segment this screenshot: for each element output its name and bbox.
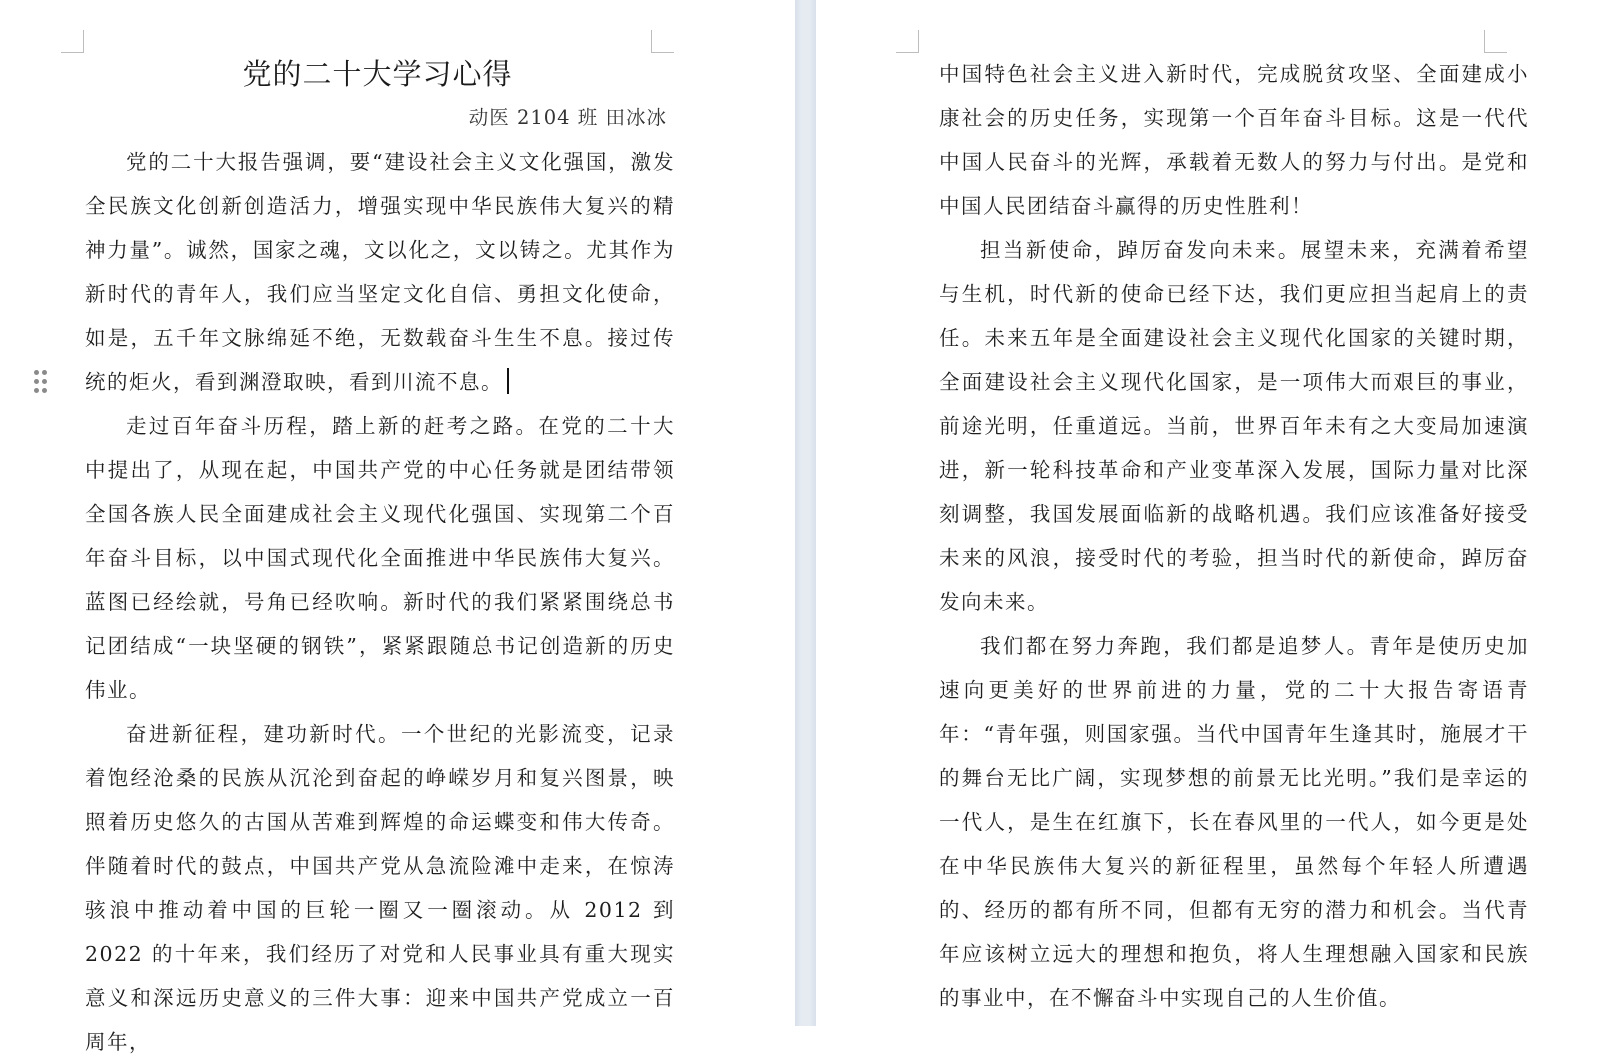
paragraph[interactable]: 党的二十大报告强调，要“建设社会主义文化强国，激发全民族文化创新创造活力，增强实现中华民族伟大复兴的精神力量”。诚然，国家之魂，文以化之，文以铸之。尤其作为新时代的青年人，我们应当坚定文化自信、勇担文化使命，如是，五千年文脉绵延不绝，无数载奋斗生生不息。接过传统的炬火，看到渊澄取映，看到川流不息。 [85, 150, 675, 394]
page-corner-mark [651, 30, 674, 53]
document-page-right[interactable] [816, 0, 1604, 1026]
paragraph[interactable]: 中国特色社会主义进入新时代，完成脱贫攻坚、全面建成小康社会的历史任务，实现第一个百年奋斗目标。这是一代代中国人民奋斗的光辉，承载着无数人的努力与付出。是党和中国人民团结奋斗赢得的历史性胜利！ [939, 62, 1529, 218]
page-body[interactable] [939, 52, 1529, 1020]
paragraph[interactable]: 我们都在努力奔跑，我们都是追梦人。青年是使历史加速向更美好的世界前进的力量，党的二十大报告寄语青年：“青年强，则国家强。当代中国青年生逢其时，施展才干的舞台无比广阔，实现梦想的前景无比光明。”我们是幸运的一代人，是生在红旗下，长在春风里的一代人，如今更是处在中华民族伟大复兴的新征程里，虽然每个年轻人所遭遇的、经历的都有所不同，但都有无穷的潜力和机会。当代青年应该树立远大的理想和抱负，将人生理想融入国家和民族的事业中，在不懈奋斗中实现自己的人生价值。 [939, 634, 1529, 1010]
page-corner-mark [896, 30, 919, 53]
document-author: 动医 2104 班 田冰冰 [468, 106, 667, 129]
drag-handle-icon[interactable] [34, 370, 46, 394]
document-page-left[interactable] [0, 0, 795, 1054]
text-cursor-icon [507, 368, 509, 394]
page-corner-mark [61, 30, 84, 53]
paragraph[interactable]: 走过百年奋斗历程，踏上新的赶考之路。在党的二十大中提出了，从现在起，中国共产党的中心任务就是团结带领全国各族人民全面建成社会主义现代化强国、实现第二个百年奋斗目标，以中国式现代化全面推进中华民族伟大复兴。蓝图已经绘就，号角已经吹响。新时代的我们紧紧围绕总书记团结成“一块坚硬的钢铁”，紧紧跟随总书记创造新的历史伟业。 [85, 414, 675, 702]
page-gap [795, 0, 816, 1026]
paragraph[interactable]: 担当新使命，踔厉奋发向未来。展望未来，充满着希望与生机，时代新的使命已经下达，我们更应担当起肩上的责任。未来五年是全面建设社会主义现代化国家的关键时期，全面建设社会主义现代化国家，是一项伟大而艰巨的事业，前途光明，任重道远。当前，世界百年未有之大变局加速演进，新一轮科技革命和产业变革深入发展，国际力量对比深刻调整，我国发展面临新的战略机遇。我们应该准备好接受未来的风浪，接受时代的考验，担当时代的新使命，踔厉奋发向未来。 [939, 238, 1529, 614]
document-title: 党的二十大学习心得 [242, 57, 513, 91]
page-body[interactable] [85, 140, 675, 1064]
paragraph[interactable]: 奋进新征程，建功新时代。一个世纪的光影流变，记录着饱经沧桑的民族从沉沦到奋起的峥嵘岁月和复兴图景，映照着历史悠久的古国从苦难到辉煌的命运蝶变和伟大传奇。伴随着时代的鼓点，中国共产党从急流险滩中走来，在惊涛骇浪中推动着中国的巨轮一圈又一圈滚动。从 2012 到 2022 的十年来，我们经历了对党和人民事业具有重大现实意义和深远历史意义的三件大事：迎来中国共产党成立一百周年， [85, 722, 675, 1054]
page-corner-mark [1484, 30, 1507, 53]
